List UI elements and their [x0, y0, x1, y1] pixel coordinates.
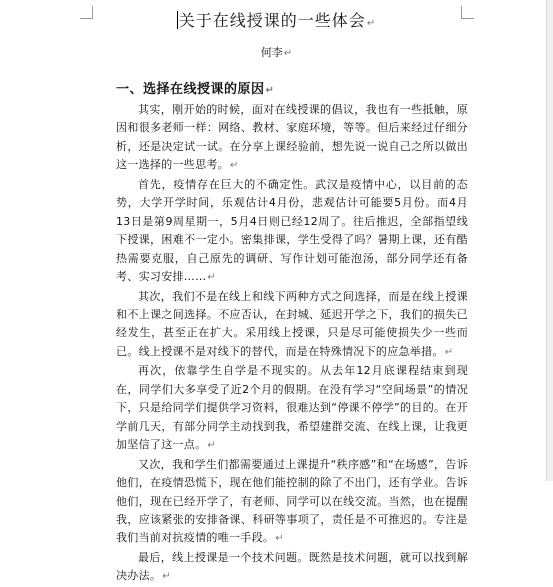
vertical-scrollbar[interactable]: [546, 0, 553, 481]
paragraph-text: 其次，我们不是在线上和线下两种方式之间选择，而是在线上授课和不上课之间选择。不应否认，在封城、延迟开学之下，我们的损失已经发生，甚至正在扩大。采用线上授课，只是尽可能使损失少一些而已。线上授课不是对线下的替代，而是在特殊情况下的应急举措。: [116, 289, 468, 358]
paragraph-text: 其实，刚开始的时候，面对在线授课的倡议，我也有一些抵触，原因和很多老师一样：网络、教材、家庭环境，等等。但后来经过仔细分析，还是决定试一试。在分享上课经验前，想先说一说自己之所以做出这一选择的一些思考。: [116, 103, 468, 172]
document-title-text: 关于在线授课的一些体会: [178, 11, 366, 30]
paragraph-mark-icon: ↵: [444, 346, 454, 358]
paragraph-mark-icon: ↵: [207, 272, 217, 284]
paragraph-text: 再次，依靠学生自学是不现实的。从去年12月底课程结束到现在，同学们大多享受了近2个月的假期。在没有学习“空间场景”的情况下，只是给同学们提供学习资料，很难达到“停课不停学”的目的。在开学前几天，有部分同学主动找到我，希望建群交流、在线上课，让我更加坚信了这一点。: [116, 364, 468, 452]
paragraph-text: 又次，我和学生们都需要通过上课提升“秩序感”和“在场感”，告诉他们，在疫情恐慌下，现在他们能控制的除了不出门，还有学业。告诉他们，现在已经开学了，有老师、同学可以在线交流。当然，也在提醒我，应该紧张的安排备课、科研等事项了，责任是不可推迟的。专注是我们当前对抗疫情的唯一手段。: [116, 457, 468, 545]
paragraph-mark-icon: ↵: [230, 160, 239, 172]
body-paragraph: [116, 456, 468, 549]
paragraph-mark-icon: ↵: [207, 440, 217, 452]
text-cursor: [177, 11, 178, 29]
paragraph-mark-icon: ↵: [275, 533, 284, 545]
document-title[interactable]: [0, 8, 553, 31]
author-name: 何李: [260, 46, 283, 59]
document-body[interactable]: [116, 101, 468, 587]
paragraph-text: 首先，疫情存在巨大的不确定性。武汉是疫情中心，以目前的态势，大学开学时间，乐观估计4月份，悲观估计可能要5月份。而4月13日是第9周星期一，5月4日则已经12周了。往后推迟，全部指望线下授课，困难不一定小。密集排课，学生受得了吗？暑期上课，还有酷热需要克服，自己原先的调研、写作计划可能泡汤，部分同学还有备考、实习安排……: [116, 177, 468, 284]
body-paragraph: [116, 549, 468, 587]
paragraph-mark-icon: ↵: [366, 18, 377, 29]
body-paragraph: [116, 101, 468, 176]
body-paragraph: [116, 176, 468, 288]
body-paragraph: [116, 288, 468, 363]
section-heading-text: 一、选择在线授课的原因: [116, 82, 265, 97]
section-heading: [116, 78, 274, 97]
paragraph-text: 最后，线上授课是一个技术问题。既然是技术问题，就可以找到解决办法。: [116, 550, 468, 583]
paragraph-mark-icon: ↵: [162, 571, 171, 583]
author-line: [0, 44, 553, 60]
body-paragraph: [116, 362, 468, 455]
paragraph-mark-icon: ↵: [283, 48, 293, 59]
paragraph-mark-icon: ↵: [265, 85, 275, 96]
